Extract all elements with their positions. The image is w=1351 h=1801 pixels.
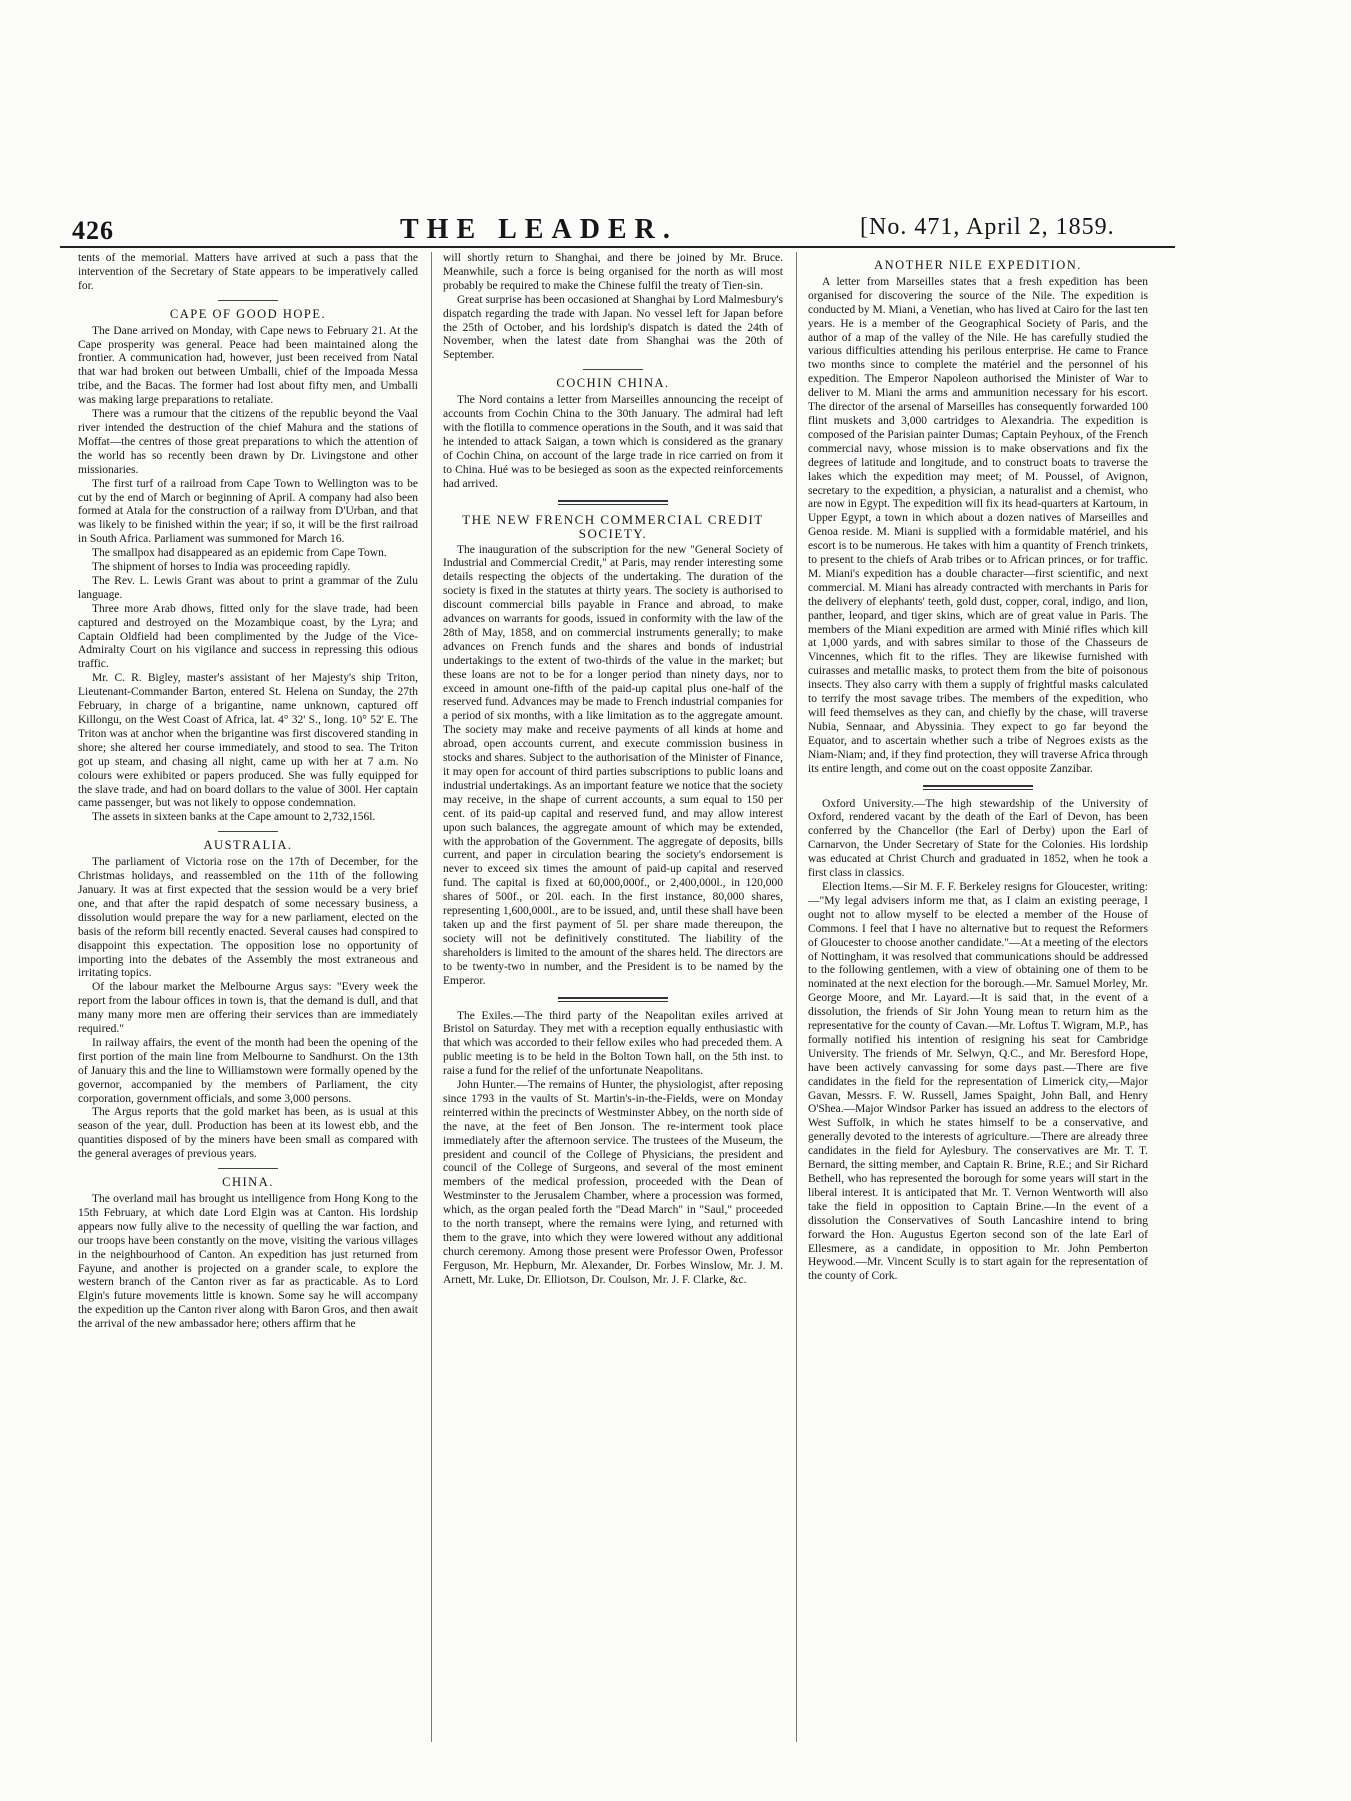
column-3	[808, 252, 1148, 1752]
publication-title: THE LEADER.	[400, 214, 678, 245]
issue-info: [No. 471, April 2, 1859.	[860, 214, 1115, 240]
article-paragraph: Mr. C. R. Bigley, master's assistant of her Majesty's ship Triton, Lieutenant-Commander Barton, entered St. Helena on Sunday, the 27th February, in charge of a brigantine, name unknown, captured off Killongu, on the West Coast of Africa, lat. 4° 32' S., long. 10° 52' E. The Triton was at anchor when the brigantine was first discovered standing in shore; she altered her course immediately, and stood to sea. The Triton got up steam, and chasing all night, came up with her at 7 a.m. No colours were exhibited or papers produced. She was fully equipped for the slave trade, and had on board dollars to the value of 300l. Her captain came passenger, but was not likely to oppose condemnation.	[78, 672, 418, 810]
article-paragraph: Of the labour market the Melbourne Argus says: "Every week the report from the labour offices in town is, that the demand is dull, and that many many more men are offering their services than are immediately required."	[78, 981, 418, 1036]
article-paragraph: Oxford University.—The high stewardship of the University of Oxford, rendered vacant by the death of the Earl of Devon, has been conferred by the Chancellor (the Earl of Derby) upon the Earl of Carnarvon, the Under Secretary of State for the Colonies. His lordship was educated at Christ Church and graduated in 1852, when he took a first class in classics.	[808, 797, 1148, 880]
article-paragraph: A letter from Marseilles states that a fresh expedition has been organised for discovering the source of the Nile. The expedition is conducted by M. Miani, a Venetian, who has lived at Cairo for the last ten years. He is a member of the Geographical Society of Paris, and the author of a map of the valley of the Nile. He has carefully studied the various difficulties attending his perilous enterprise. He came to France two months since to complete the matériel and the personnel of his expedition. The Emperor Napoleon authorised the Minister of War to deliver to M. Miani the arms and ammunition necessary for his escort. The director of the arsenal of Marseilles has consequently forwarded 100 flint muskets and 3,000 cartridges to Alexandria. The expedition is composed of the Parisian painter Dumas; Captain Peyhoux, of the French commercial navy, whose mission is to make observations and fix the degrees of latitude and longitude, and to construct boats to traverse the lakes which the expedition may meet; of M. Poussel, of Avignon, secretary to the expedition, a physician, a naturalist and a chemist, who are now in Egypt. The expedition will fix its head-quarters at Kartoum, in Upper Egypt, a town in which about a dozen natives of Marseilles and Genoa reside. M. Miani is supplied with a formidable matériel, and his escort is to be numerous. He takes with him a quantity of French trinkets, to present to the chiefs of Arab tribes or to African princes, or for traffic. M. Miani's expedition has a double character—first scientific, and next commercial. M. Miani has already contracted with merchants in Paris for the delivery of elephants' teeth, gold dust, copper, coral, indigo, and lion, panther, leopard, and tiger skins, which are of great value in Paris. The members of the Miani expedition are armed with Minié rifles which kill at 1,000 yards, and with sabres similar to those of the Chasseurs de Vincennes, which fit to the rifles. They are likewise furnished with cuirasses and metallic masks, to protect them from the bite of poisonous insects. They also carry with them a supply of frightful masks calculated to terrify the most savage tribes. The members of the expedition, who will feed themselves as they can, and chiefly by the chase, will traverse Nubia, Sennaar, and Abyssinia. They expect to go far beyond the Equator, and to ascertain whether such a tribe of Negroes exists as the Niam-Niam; and, if they find protection, they will traverse Africa through its entire length, and come out on the coast opposite Zanzibar.	[808, 275, 1148, 775]
section-heading: ANOTHER NILE EXPEDITION.	[874, 258, 1082, 272]
masthead	[60, 210, 1175, 248]
article-paragraph: The Exiles.—The third party of the Neapolitan exiles arrived at Bristol on Saturday. They met with a reception equally enthusiastic with that which was accorded to their fellow exiles who had preceded them. A public meeting is to be held in the Bolton Town hall, on the 5th inst. to raise a fund for the relief of the unfortunate Neapolitans.	[443, 1009, 783, 1078]
section-divider	[218, 1168, 278, 1169]
article-paragraph: The overland mail has brought us intelligence from Hong Kong to the 15th February, at which date Lord Elgin was at Canton. His lordship appears now fully alive to the necessity of quelling the war faction, and our troops have been constantly on the move, visiting the various villages in the neighbourhood of Canton. An expedition has just returned from Fayune, and another is projected on a grander scale, to explore the western branch of the Canton river as far as practicable. As to Lord Elgin's future movements little is known. Some say he will accompany the expedition up the Canton river along with Baron Gros, and then await the arrival of the new ambassador here; others affirm that he	[78, 1193, 418, 1331]
section-heading: THE NEW FRENCH COMMERCIAL CREDIT SOCIETY.	[462, 511, 764, 541]
article-paragraph: The Argus reports that the gold market has been, as is usual at this season of the year, dull. Production has been at its lowest ebb, and the quantities disposed of by the miners have been small as compared with the general averages of previous years.	[78, 1106, 418, 1161]
article-paragraph: The assets in sixteen banks at the Cape amount to 2,732,156l.	[92, 811, 376, 824]
article-paragraph: The first turf of a railroad from Cape Town to Wellington was to be cut by the end of March or beginning of April. A company had also been formed at Atala for the construction of a railway from D'Urban, and that was likely to be finished within the year; if so, it will be the first railroad in South Africa. Parliament was summoned for March 16.	[78, 477, 418, 546]
article-paragraph: The parliament of Victoria rose on the 17th of December, for the Christmas holidays, and reassembled on the 11th of the following January. It was at first expected that the session would be a very brief one, and that after the rapid despatch of some necessary business, a dissolution would prepare the way for a new parliament, elected on the basis of the reform bill recently enacted. Several causes had conspired to disappoint this expectation. The opposition lose no opportunity of importing into the debates of the Assembly the most extraneous and irritating topics.	[78, 856, 418, 980]
section-divider	[218, 300, 278, 301]
page-number: 426	[72, 216, 114, 245]
section-divider	[558, 997, 668, 1002]
section-heading: CHINA.	[222, 1175, 274, 1190]
article-paragraph: Great surprise has been occasioned at Shanghai by Lord Malmesbury's dispatch regarding the trade with Japan. No vessel left for Japan before the 25th of October, and his lordship's dispatch is dated the 24th of November, when the latest date from Shanghai was the 20th of September.	[443, 293, 783, 362]
article-paragraph: The shipment of horses to India was proceeding rapidly.	[92, 561, 351, 574]
newspaper-page	[60, 210, 1175, 1770]
column-2	[443, 252, 783, 1752]
article-paragraph: will shortly return to Shanghai, and there be joined by Mr. Bruce. Meanwhile, such a force is being organised for the north as will most probably be required to make the Chinese fulfil the treaty of Tien-sin.	[443, 252, 783, 292]
section-divider	[558, 500, 668, 505]
article-paragraph: Election Items.—Sir M. F. F. Berkeley resigns for Gloucester, writing:—"My legal advisers inform me that, as I claim an existing peerage, I ought not to allow myself to be elected a member of the House of Commons. I feel that I have no alternative but to request the Reformers of Gloucester to choose another candidate."—At a meeting of the electors of Nottingham, it was resolved that communications should be addressed to the following gentlemen, with a view of obtaining one of them to be nominated at the next election for the borough.—Mr. Samuel Morley, Mr. George Moore, and Mr. Layard.—It is said that, in the event of a dissolution, the friends of Sir John Young mean to return him as the representative for the county of Cavan.—Mr. Loftus T. Wigram, M.P., has formally notified his intention of resigning his seat for Cambridge University. The friends of Mr. Selwyn, Q.C., and Mr. Beresford Hope, have been actively canvassing for some days past.—There are five candidates in the field for the representation of Limerick city,—Major Gavan, Messrs. F. W. Russell, James Spaight, John Ball, and Henry O'Shea.—Major Windsor Parker has issued an address to the electors of West Suffolk, in which he states himself to be a conservative, and generally devoted to the interests of agriculture.—There are already three candidates in the field for Aylesbury. The conservatives are Mr. T. T. Bernard, the sitting member, and Captain R. Brine, R.E.; and Sir Richard Bethell, who has represented the borough for some years will start in the liberal interest. It is anticipated that Mr. T. Vernon Wentworth will also take the field in opposition to Captain Brine.—In the event of a dissolution the Conservatives of South Lancashire intend to bring forward the Hon. Augustus Egerton second son of the late Earl of Ellesmere, as a candidate, in opposition to Mr. John Pemberton Heywood.—Mr. Vincent Scully is to start again for the representation of the county of Cork.	[808, 880, 1148, 1283]
section-heading: COCHIN CHINA.	[556, 376, 670, 391]
article-paragraph: The Rev. L. Lewis Grant was about to print a grammar of the Zulu language.	[78, 574, 418, 601]
section-divider	[583, 369, 643, 370]
section-heading: AUSTRALIA.	[203, 838, 293, 853]
section-divider	[923, 785, 1033, 790]
article-paragraph: The inauguration of the subscription for the new "General Society of Industrial and Commercial Credit," at Paris, may render interesting some details respecting the objects of the undertaking. The duration of the society is fixed in the statutes at thirty years. The society is authorised to discount commercial bills payable in France and abroad, to make advances on warrants for goods, issued in conformity with the law of the 28th of May, 1858, and on commercial instruments generally; to make advances on French funds and the shares and bonds of industrial undertakings to the extent of two-thirds of the value in the market; but these loans are not to be for a longer period than ninety days, nor to exceed in amount one-fifth of the paid-up capital plus one-half of the reserved fund. Advances may be made to French industrial companies for a period of six months, with a like limitation as to the aggregate amount. The society may make and receive payments of all kinds at home and abroad, open accounts current, and execute commission business in stocks and shares. Subject to the authorisation of the Minister of Finance, it may open for account of third parties subscriptions to public loans and industrial undertakings. As an important feature we notice that the society may receive, in the shape of current accounts, a sum equal to 150 per cent. of its paid-up capital and reserved fund, and may allow interest upon such balances, the aggregate amount of which may be extended, with the approbation of the Government. The aggregate of deposits, bills current, and paper in circulation bearing the society's endorsement is never to exceed six times the amount of paid-up capital and reserved fund. The capital is fixed at 60,000,000f., or 2,400,000l., in 120,000 shares of 500f., or 20l. each. In the first instance, 80,000 shares, representing 1,600,000l., are to be issued, and, until these shall have been taken up and the first payment of 5l. per share made thereupon, the society will not be definitively constituted. The liability of the shareholders is limited to the amount of the shares held. The directors are to be twenty-two in number, and the President is to be named by the Emperor.	[443, 543, 783, 987]
section-heading: CAPE OF GOOD HOPE.	[169, 306, 327, 321]
article-paragraph: tents of the memorial. Matters have arrived at such a pass that the intervention of the Secretary of State appears to be imperatively called for.	[78, 252, 418, 292]
column-rule	[796, 252, 797, 1742]
section-divider	[218, 831, 278, 832]
article-paragraph: John Hunter.—The remains of Hunter, the physiologist, after reposing since 1793 in the vaults of St. Martin's-in-the-Fields, were on Monday reinterred within the precincts of Westminster Abbey, on the north side of the nave, at the feet of Ben Jonson. The re-interment took place immediately after the afternoon service. The trustees of the Museum, the president and council of the College of Physicians, the president and council of the College of Surgeons, and several of the most eminent members of the medical profession, proceeded with the Dean of Westminster to the Jerusalem Chamber, where a procession was formed, which, as the organ pealed forth the "Dead March" in "Saul," proceeded to the north transept, where the remains were lying, and returned with them to the grave, into which they were lowered without any additional church ceremony. Among those present were Professor Owen, Professor Ferguson, Mr. Hepburn, Mr. Alexander, Dr. Forbes Winslow, Mr. J. M. Arnett, Mr. Luke, Dr. Elliotson, Dr. Coulson, Mr. J. F. Clarke, &c.	[443, 1079, 783, 1286]
article-paragraph: The Nord contains a letter from Marseilles announcing the receipt of accounts from Cochin China to the 30th January. The admiral had left with the flotilla to commence operations in the South, and it was said that he intended to attack Saigan, a town which is considered as the granary of Cochin China, on account of the large trade in rice carried on from it to China. Hué was to be besieged as soon as the expected reinforcements had arrived.	[443, 394, 783, 490]
article-paragraph: The smallpox had disappeared as an epidemic from Cape Town.	[92, 547, 387, 560]
article-paragraph: Three more Arab dhows, fitted only for the slave trade, had been captured and destroyed on the Mozambique coast, by the Lyra; and Captain Oldfield had been complimented by the Judge of the Vice-Admiralty Court on his vigilance and success in repressing this odious traffic.	[78, 602, 418, 671]
article-paragraph: In railway affairs, the event of the month had been the opening of the first portion of the main line from Melbourne to Sandhurst. On the 13th of January this and the line to Williamstown were formally opened by the governor, accompanied by the members of Parliament, the city corporation, government officials, and some 3,000 persons.	[78, 1036, 418, 1105]
column-1	[78, 252, 418, 1752]
article-paragraph: There was a rumour that the citizens of the republic beyond the Vaal river intended the destruction of the chief Mahura and the stations of Moffat—the centres of those great preparations to which the attention of the world has so recently been drawn by Dr. Livingstone and other missionaries.	[78, 408, 418, 476]
column-rule	[431, 252, 432, 1742]
article-paragraph: The Dane arrived on Monday, with Cape news to February 21. At the Cape prosperity was general. Peace had been maintained along the frontier. A communication had, however, just been received from Natal that war had broken out between Umballi, chief of the Impoada Messa tribe, and the Bacas. The former had lost about fifty men, and Umballi was making large preparations to retaliate.	[78, 324, 418, 407]
